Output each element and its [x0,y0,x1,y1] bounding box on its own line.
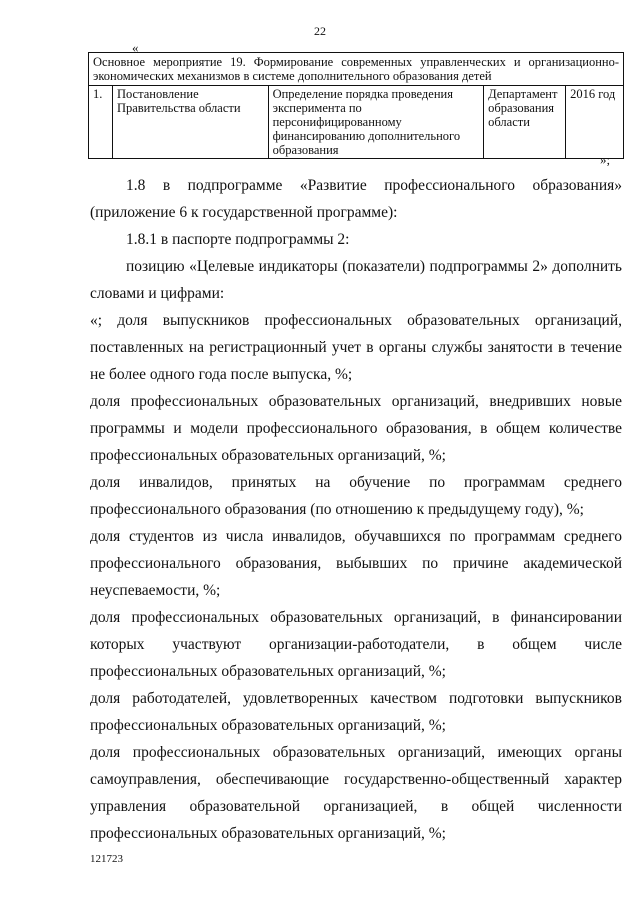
table-row [89,86,624,159]
closing-quote: »; [600,152,611,167]
indicator-item: доля инвалидов, принятых на обучение по программам среднего профессионального образования (по отношению к предыдущему году), %; [90,474,622,518]
indicator-item: доля студентов из числа инвалидов, обучавшихся по программам среднего профессионального образования, выбывших по причине академической неуспеваемости, %; [90,528,622,599]
row-document: Постановление Правительства области [112,86,268,159]
paragraph-1-8-1: 1.8.1 в паспорте подпрограммы 2: [126,231,350,248]
footer-code: 121723 [90,853,123,865]
table-header-row [89,53,624,86]
paragraph-1-8: 1.8 в подпрограмме «Развитие профессионального образования» (приложение 6 к государственной программе): [90,177,622,221]
indicator-item: доля профессиональных образовательных организаций, внедривших новые программы и модели профессионального образования, в общем количестве профессиональных образовательных организаций, %; [90,393,622,464]
indicator-item: «; доля выпускников профессиональных образовательных организаций, поставленных на регистрационный учет в органы службы занятости в течение не более одного года после выпуска, %; [90,312,622,383]
body-text [90,172,622,847]
row-number: 1. [89,86,113,159]
opening-quote: « [132,40,139,55]
indicator-item: доля работодателей, удовлетворенных качеством подготовки выпускников профессиональных образовательных организаций, %; [90,690,622,734]
indicator-item: доля профессиональных образовательных организаций, в финансировании которых участвуют организации-работодатели, в общем числе профессиональных образовательных организаций, %; [90,609,622,680]
page-number: 22 [314,24,326,38]
paragraph-position: позицию «Целевые индикаторы (показатели) подпрограммы 2» дополнить словами и цифрами: [90,258,622,302]
main-measure-title: Основное мероприятие 19. Формирование современных управленческих и организационно-экономических механизмов в системе дополнительного образования детей [89,53,624,86]
indicator-item: доля профессиональных образовательных организаций, имеющих органы самоуправления, обеспечивающие государственно-общественный характер управления образовательной организацией, в общей численности профессиональных образовательных организаций, %; [90,744,622,842]
row-year: 2016 год [566,86,624,159]
row-description: Определение порядка проведения эксперимента по персонифицированному финансированию дополнительного образования [268,86,484,159]
row-department: Департамент образования области [484,86,566,159]
measures-table [88,52,624,159]
